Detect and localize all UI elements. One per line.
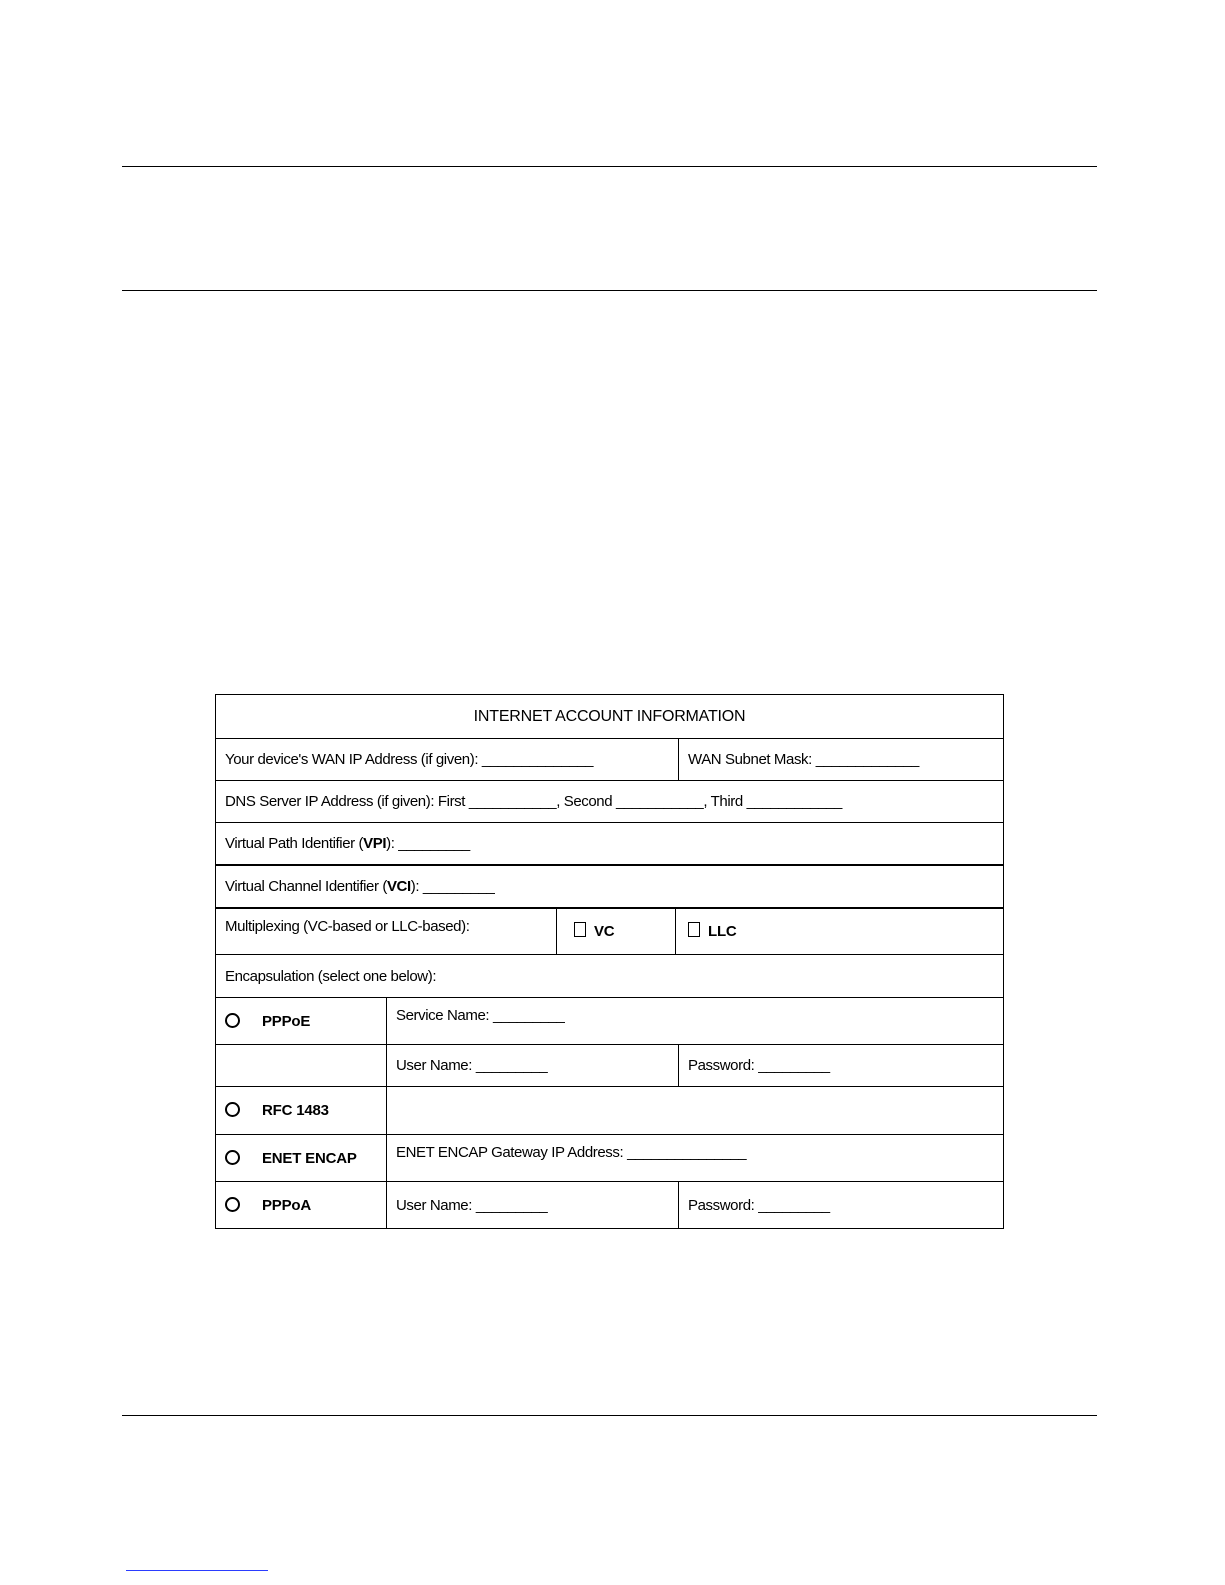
- enet-gateway-label: ENET ENCAP Gateway IP Address:: [396, 1144, 624, 1161]
- pppoe-service-label: Service Name:: [396, 1007, 490, 1024]
- pppoa-user-blank[interactable]: _________: [475, 1196, 548, 1214]
- vpi-field[interactable]: [216, 823, 1004, 865]
- pppoa-user-label: User Name:: [396, 1196, 473, 1214]
- pppoe-empty-cell: [216, 1045, 387, 1087]
- rfc1483-label: RFC 1483: [262, 1102, 329, 1119]
- wan-ip-blank[interactable]: ______________: [481, 751, 594, 768]
- header-rule-bottom: [122, 290, 1097, 291]
- wan-subnet-field[interactable]: [679, 739, 1004, 781]
- multiplexing-label: Multiplexing (VC-based or LLC-based):: [216, 908, 557, 955]
- dns-second-label: , Second: [556, 793, 613, 810]
- dns-first-blank[interactable]: ___________: [468, 793, 557, 810]
- pppoa-option[interactable]: [216, 1182, 387, 1229]
- rfc1483-radio[interactable]: [225, 1102, 240, 1117]
- dns-third-label: , Third: [703, 793, 743, 810]
- pppoa-password-blank[interactable]: _________: [758, 1196, 830, 1214]
- pppoa-radio[interactable]: [225, 1197, 240, 1212]
- llc-option-label: LLC: [708, 923, 737, 941]
- rfc1483-empty-cell: [387, 1087, 1004, 1135]
- multiplexing-llc-option[interactable]: [676, 908, 1004, 955]
- dns-second-blank[interactable]: ___________: [615, 793, 704, 810]
- pppoe-label: PPPoE: [262, 1012, 311, 1030]
- wan-subnet-label: WAN Subnet Mask:: [688, 751, 812, 768]
- vci-label-pre: Virtual Channel Identifier (: [225, 877, 387, 895]
- enet-label: ENET ENCAP: [262, 1149, 357, 1167]
- pppoe-password-label: Password:: [688, 1057, 755, 1074]
- vci-blank[interactable]: _________: [422, 877, 495, 895]
- vci-label-bold: VCI: [386, 877, 411, 895]
- wan-subnet-blank[interactable]: _____________: [815, 751, 919, 768]
- enet-gateway-blank[interactable]: _______________: [627, 1144, 747, 1161]
- pppoa-label: PPPoA: [262, 1196, 312, 1214]
- dns-third-blank[interactable]: ____________: [746, 793, 842, 810]
- vpi-label-pre: Virtual Path Identifier (: [225, 834, 364, 852]
- wan-ip-field[interactable]: [216, 739, 679, 781]
- footer-rule: [122, 1415, 1097, 1416]
- form-title: INTERNET ACCOUNT INFORMATION: [216, 695, 1004, 739]
- header-rule-top: [122, 166, 1097, 167]
- pppoe-service-field[interactable]: [387, 998, 1004, 1045]
- enet-option[interactable]: [216, 1135, 387, 1182]
- pppoa-user-field[interactable]: [387, 1182, 679, 1229]
- vc-checkbox[interactable]: [574, 922, 586, 937]
- pppoa-password-field[interactable]: [679, 1182, 1004, 1229]
- rfc1483-option[interactable]: [216, 1087, 387, 1135]
- internet-account-form: [215, 694, 1004, 1229]
- pppoa-password-label: Password:: [688, 1196, 755, 1214]
- vci-label-post: ):: [410, 877, 420, 895]
- enet-gateway-field[interactable]: [387, 1135, 1004, 1182]
- vpi-label-post: ):: [386, 834, 395, 852]
- pppoe-service-blank[interactable]: _________: [492, 1007, 565, 1024]
- pppoe-radio[interactable]: [225, 1013, 240, 1028]
- vc-option-label: VC: [594, 923, 615, 941]
- pppoe-user-field[interactable]: [387, 1045, 679, 1087]
- footer-link-underline: [126, 1570, 268, 1571]
- dns-field[interactable]: [216, 781, 1004, 823]
- enet-radio[interactable]: [225, 1150, 240, 1165]
- llc-checkbox[interactable]: [688, 922, 700, 937]
- pppoe-password-blank[interactable]: _________: [758, 1057, 830, 1074]
- wan-ip-label: Your device's WAN IP Address (if given):: [225, 751, 479, 768]
- vpi-label-bold: VPI: [363, 834, 387, 852]
- pppoe-password-field[interactable]: [679, 1045, 1004, 1087]
- multiplexing-vc-option[interactable]: [557, 908, 676, 955]
- dns-label: DNS Server IP Address (if given): First: [225, 793, 466, 810]
- pppoe-user-label: User Name:: [396, 1057, 473, 1074]
- encapsulation-label: Encapsulation (select one below):: [216, 955, 1004, 998]
- pppoe-option[interactable]: [216, 998, 387, 1045]
- pppoe-user-blank[interactable]: _________: [475, 1057, 548, 1074]
- vpi-blank[interactable]: _________: [398, 834, 470, 852]
- vci-field[interactable]: [216, 865, 1004, 908]
